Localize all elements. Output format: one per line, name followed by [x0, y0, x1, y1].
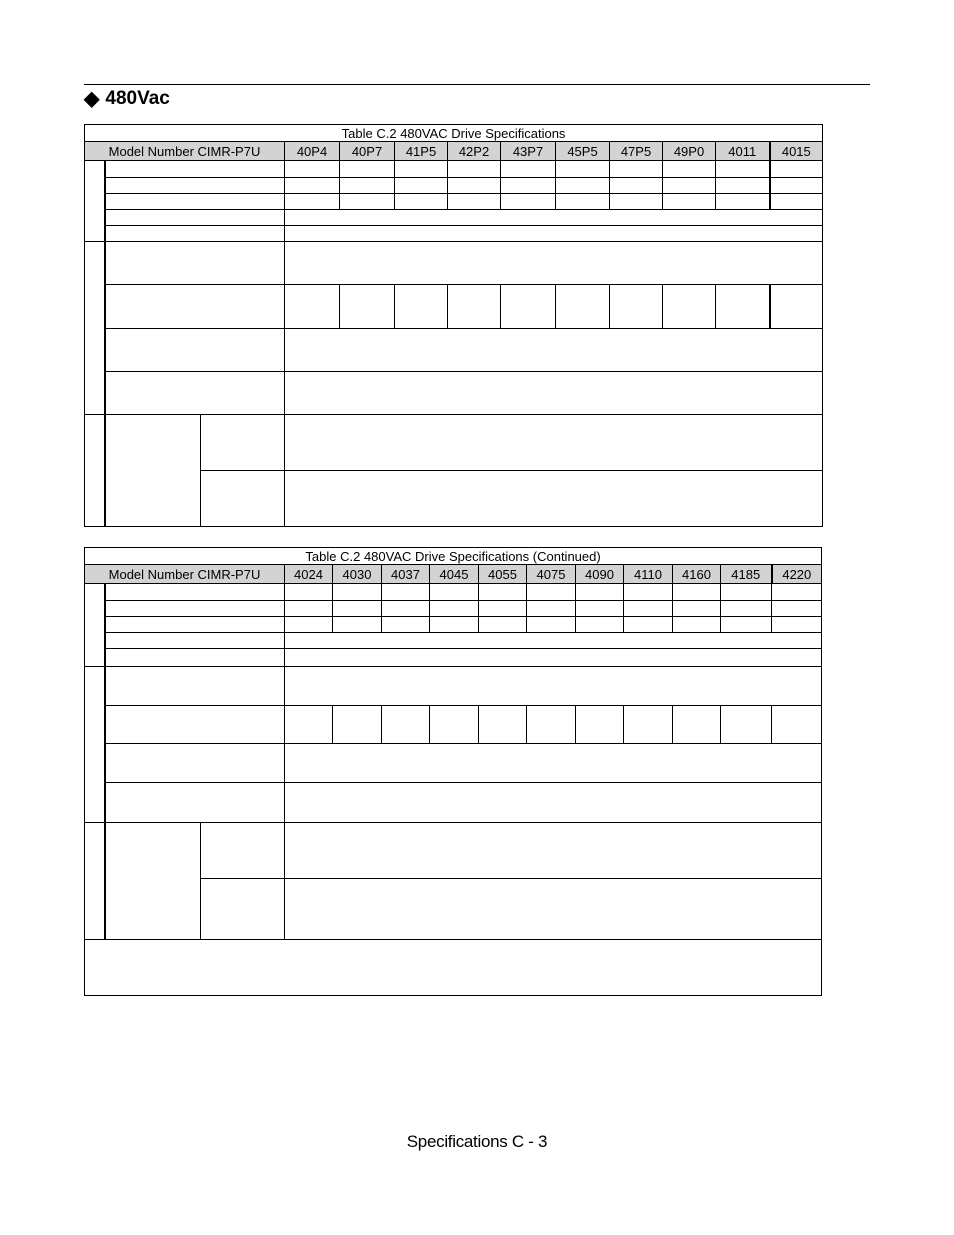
model-cell: 42P2 — [448, 142, 501, 161]
table-row — [85, 783, 822, 823]
table-row — [85, 617, 822, 633]
model-cell: 40P4 — [285, 142, 340, 161]
model-cell: 4030 — [333, 565, 382, 584]
header-rule — [84, 84, 870, 85]
model-cell: 4185 — [721, 565, 772, 584]
table-row — [85, 178, 823, 194]
model-cell: 4015 — [770, 142, 823, 161]
model-cell: 4075 — [527, 565, 576, 584]
model-cell: 4055 — [479, 565, 527, 584]
table-header-row — [85, 142, 823, 161]
model-cell: 45P5 — [556, 142, 610, 161]
section-heading — [84, 88, 170, 110]
table-row — [85, 649, 822, 667]
section-label-cell — [85, 242, 105, 415]
table-row — [85, 823, 822, 879]
table-row — [85, 633, 822, 649]
model-cell: 43P7 — [501, 142, 556, 161]
table-row — [85, 706, 822, 744]
model-cell: 4090 — [576, 565, 624, 584]
model-cell: 41P5 — [395, 142, 448, 161]
spec-table-1 — [84, 124, 823, 527]
model-cell: 4037 — [382, 565, 430, 584]
model-cell: 4011 — [716, 142, 770, 161]
table-row — [85, 226, 823, 242]
table-row — [85, 242, 823, 285]
table-row — [85, 285, 823, 329]
table-caption: Table C.2 480VAC Drive Specifications (Continued) — [85, 548, 822, 565]
section-label-cell — [85, 415, 105, 527]
table-row — [85, 584, 822, 601]
model-cell: 4024 — [285, 565, 333, 584]
table-row — [85, 161, 823, 178]
section-label-cell — [85, 667, 105, 823]
model-cell: 4045 — [430, 565, 479, 584]
section-label-cell — [85, 584, 105, 667]
model-cell: 40P7 — [340, 142, 395, 161]
table-row — [85, 744, 822, 783]
model-cell: 47P5 — [610, 142, 663, 161]
spec-table-2 — [84, 547, 822, 996]
model-cell: 4110 — [624, 565, 673, 584]
model-number-label: Model Number CIMR-P7U — [85, 142, 285, 161]
table-row — [85, 601, 822, 617]
table-header-row — [85, 565, 822, 584]
table-row — [85, 667, 822, 706]
section-title: 480Vac — [105, 88, 170, 109]
section-label-cell — [85, 161, 105, 242]
table-row — [85, 210, 823, 226]
model-number-label: Model Number CIMR-P7U — [85, 565, 285, 584]
table-caption: Table C.2 480VAC Drive Specifications — [85, 125, 823, 142]
table-row — [85, 329, 823, 372]
model-cell: 49P0 — [663, 142, 716, 161]
notes-row — [85, 940, 822, 996]
diamond-bullet-icon: ◆ — [84, 88, 100, 110]
table-row — [85, 415, 823, 471]
section-label-cell — [85, 823, 105, 940]
table-row — [85, 194, 823, 210]
model-cell: 4220 — [772, 565, 822, 584]
table-row — [85, 372, 823, 415]
model-cell: 4160 — [673, 565, 721, 584]
page-footer: Specifications C - 3 — [406, 1132, 548, 1151]
